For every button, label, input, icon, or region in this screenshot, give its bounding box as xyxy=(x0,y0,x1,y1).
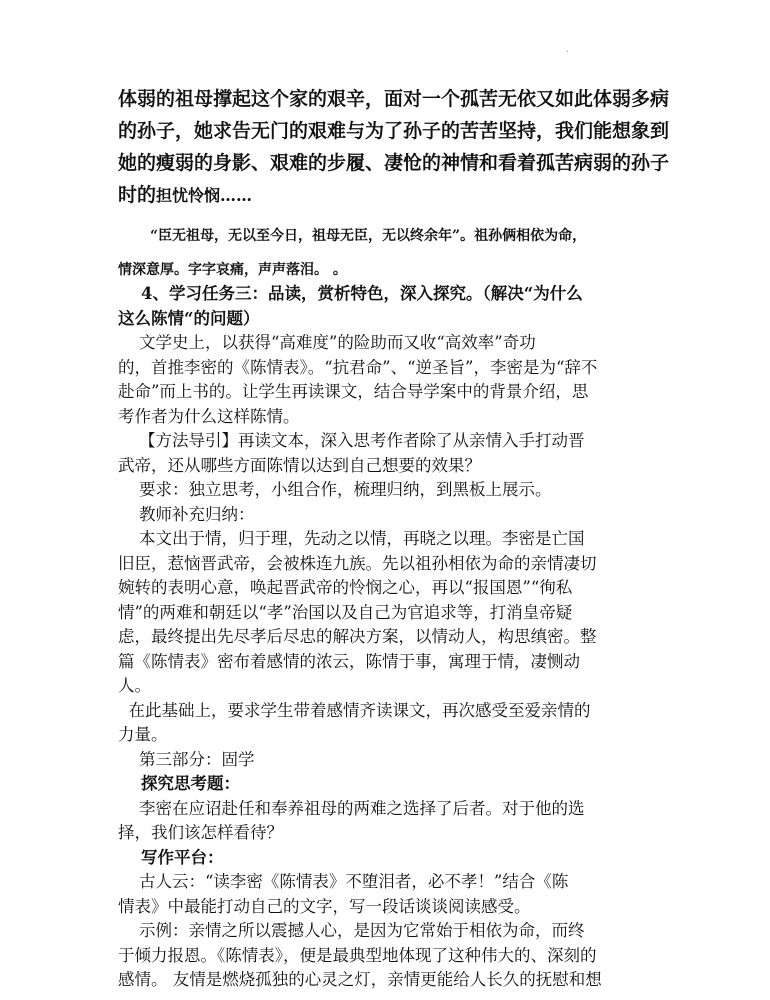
text-line: 力量。 xyxy=(118,725,168,744)
text-line: 的孙子，她求告无门的艰难与为了孙子的苦苦坚持，我们能想象到 xyxy=(118,120,670,142)
writing-label: 写作平台： xyxy=(118,847,224,867)
text-line: 在此基础上，要求学生带着感情齐读课文，再次感受至爱亲情的 xyxy=(118,700,591,720)
method-guide: 【方法导引】再读文本，深入思考作者除了从亲情入手打动晋 xyxy=(118,431,585,450)
text-line: 武帝，还从哪些方面陈情以达到自己想要的效果？ xyxy=(118,455,481,475)
corner-mark: . xyxy=(566,44,570,55)
text-line: 文学史上，以获得“高难度”的险助而又收“高效率”奇功 xyxy=(118,333,536,352)
text-line: 她的瘦弱的身影、艰难的步履、凄怆的神情和看着孤苦病弱的孙子 xyxy=(118,152,670,174)
text-line: 人。 xyxy=(118,676,151,695)
quote-paragraph xyxy=(118,219,678,287)
text-line: 情表》中最能打动自己的文字，写一段话谈谈阅读感受。 xyxy=(118,896,531,916)
text-line: 考作者为什么这样陈情。 xyxy=(118,406,300,426)
intro-paragraph xyxy=(118,83,670,211)
text-line: 李密在应诏赴任和奉养祖母的两难之选择了后者。对于他的选 xyxy=(118,798,585,818)
text-line xyxy=(118,179,658,211)
example-line: 示例：亲情之所以震撼人心，是因为它常始于相依为命，而终 xyxy=(118,921,585,940)
text-line: 虑，最终提出先尽孝后尽忠的解决方案，以情动人，构思缜密。整 xyxy=(118,627,597,646)
text-line: 情深意厚。字字哀痛，声声落泪。 。 xyxy=(118,262,347,278)
text-line: 古人云：“读李密《陈情表》不堕泪者，必不孝！”结合《陈 xyxy=(118,872,569,891)
task-heading: 4、学习任务三：品读，赏析特色，深入探究。（解决“为什么 xyxy=(118,284,583,303)
example-line: 感情。 友情是燃烧孤独的心灵之灯，亲情更能给人长久的抚慰和想 xyxy=(118,970,602,989)
text-line: 旧臣，惹恼晋武帝，会被株连九族。先以祖孙相依为命的亲情凄切 xyxy=(118,553,597,573)
text-line: “臣无祖母，无以至今日，祖母无臣，无以终余年”。祖孙俩相依为命， xyxy=(150,228,587,244)
task3-section xyxy=(118,282,663,993)
explore-label: 探究思考题： xyxy=(118,774,240,793)
requirement-line: 要求：独立思考，小组合作，梳理归纳，到黑板上展示。 xyxy=(118,480,552,499)
text-segment: 时的 xyxy=(118,184,157,206)
task-heading: 这么陈情“的问题） xyxy=(118,308,260,328)
text-line: 篇《陈情表》密布着感情的浓云，陈情于事，寓理于情，凄恻动 xyxy=(118,651,580,671)
text-line: 的，首推李密的《陈情表》。“抗君命”、“逆圣旨”，李密是为“辞不 xyxy=(118,357,598,377)
text-line: 体弱的祖母撑起这个家的艰辛，面对一个孤苦无依又如此体弱多病 xyxy=(118,88,670,110)
text-line: 情”的两难和朝廷以“孝”治国以及自己为官追求等，打消皇帝疑 xyxy=(118,602,573,622)
text-line: 择，我们该怎样看待？ xyxy=(118,823,283,842)
example-line: 于倾力报恩。《陈情表》，便是最典型地体现了这种伟大的、深刻的 xyxy=(118,945,597,965)
text-line: 婉转的表明心意，唤起晋武帝的怜悯之心，再以“报国恩”“徇私 xyxy=(118,578,573,597)
text-segment: 担忧怜悯…… xyxy=(156,186,253,205)
part3-title: 第三部分：固学 xyxy=(118,749,255,769)
teacher-label: 教师补充归纳： xyxy=(118,504,255,524)
text-line: 本文出于情，归于理，先动之以情，再晓之以理。李密是亡国 xyxy=(118,529,585,548)
text-line: 赴命”而上书的。让学生再读课文，结合导学案中的背景介绍，思 xyxy=(118,382,589,401)
